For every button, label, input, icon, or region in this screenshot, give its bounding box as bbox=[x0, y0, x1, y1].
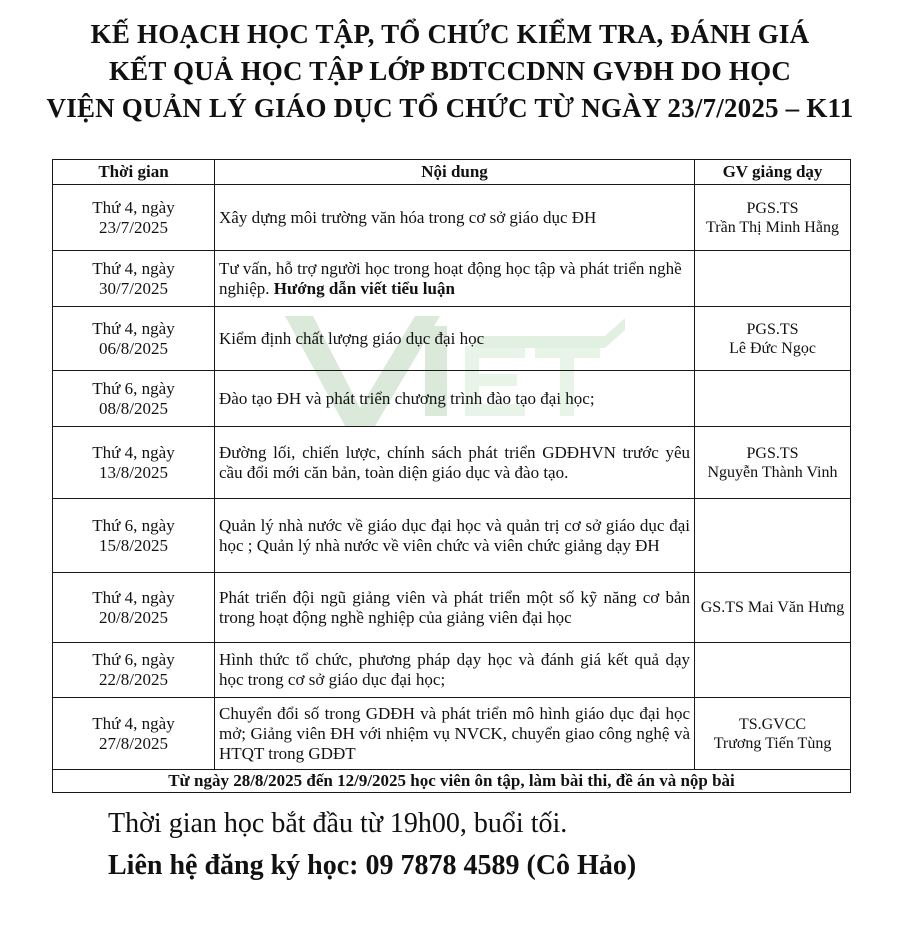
row-date: 23/7/2025 bbox=[99, 217, 168, 237]
row-teacher bbox=[695, 251, 851, 307]
teacher-name: Trần Thị Minh Hằng bbox=[706, 218, 839, 236]
header-teacher: GV giảng dạy bbox=[695, 160, 851, 185]
row-time bbox=[53, 643, 215, 698]
table-footer-note: Từ ngày 28/8/2025 đến 12/9/2025 học viên ôn tập, làm bài thi, đề án và nộp bài bbox=[53, 770, 851, 793]
contact-note: Liên hệ đăng ký học: 09 7878 4589 (Cô Hảo) bbox=[108, 850, 637, 881]
row-content: Đường lối, chiến lược, chính sách phát triển GDĐHVN trước yêu cầu đổi mới căn bản, toàn diện giáo dục và đào tạo. bbox=[215, 427, 695, 499]
row-time bbox=[53, 185, 215, 251]
table-row bbox=[53, 499, 851, 573]
title-line-3: VIỆN QUẢN LÝ GIÁO DỤC TỔ CHỨC TỪ NGÀY 23/7/2025 – K11 bbox=[46, 93, 854, 123]
header-content: Nội dung bbox=[215, 160, 695, 185]
row-content bbox=[215, 251, 695, 307]
row-content: Hình thức tổ chức, phương pháp dạy học và đánh giá kết quả dạy học trong cơ sở giáo dục đại học; bbox=[215, 643, 695, 698]
row-weekday: Thứ 6, ngày bbox=[92, 515, 175, 535]
row-time bbox=[53, 307, 215, 371]
row-time bbox=[53, 499, 215, 573]
row-weekday: Thứ 6, ngày bbox=[92, 378, 175, 398]
row-weekday: Thứ 6, ngày bbox=[92, 650, 175, 669]
row-weekday: Thứ 4, ngày bbox=[92, 442, 175, 462]
row-content: Phát triển đội ngũ giảng viên và phát triển một số kỹ năng cơ bản trong hoạt động nghề nghiệp của giảng viên đại học bbox=[215, 573, 695, 643]
teacher-title: PGS.TS bbox=[746, 199, 799, 217]
teacher-title: PGS.TS bbox=[746, 444, 799, 462]
row-teacher bbox=[695, 698, 851, 770]
teacher-title: PGS.TS bbox=[746, 320, 799, 338]
row-teacher bbox=[695, 573, 851, 643]
schedule-table bbox=[52, 159, 851, 793]
table-row bbox=[53, 643, 851, 698]
row-teacher bbox=[695, 371, 851, 427]
teacher-name: Trương Tiến Tùng bbox=[713, 734, 832, 752]
row-teacher bbox=[695, 643, 851, 698]
teacher-name: GS.TS Mai Văn Hưng bbox=[700, 599, 845, 616]
row-date: 20/8/2025 bbox=[99, 607, 168, 627]
teacher-name: Nguyễn Thành Vinh bbox=[707, 463, 838, 481]
row-date: 15/8/2025 bbox=[99, 535, 168, 555]
row-date: 06/8/2025 bbox=[99, 338, 168, 358]
table-footer-row bbox=[53, 770, 851, 793]
row-time bbox=[53, 573, 215, 643]
row-date: 27/8/2025 bbox=[99, 733, 168, 753]
row-date: 13/8/2025 bbox=[99, 462, 168, 482]
table-header-row bbox=[53, 160, 851, 185]
header-time: Thời gian bbox=[53, 160, 215, 185]
row-content: Kiểm định chất lượng giáo dục đại học bbox=[215, 307, 695, 371]
teacher-name: Lê Đức Ngọc bbox=[729, 339, 816, 357]
row-weekday: Thứ 4, ngày bbox=[92, 587, 175, 607]
table-row bbox=[53, 185, 851, 251]
table-row bbox=[53, 251, 851, 307]
row-content: Quản lý nhà nước về giáo dục đại học và quản trị cơ sở giáo dục đại học ; Quản lý nhà nước về viên chức và viên chức giảng dạy ĐH bbox=[215, 499, 695, 573]
row-weekday: Thứ 4, ngày bbox=[92, 318, 175, 338]
row-time bbox=[53, 427, 215, 499]
row-teacher bbox=[695, 499, 851, 573]
teacher-title: TS.GVCC bbox=[738, 715, 807, 733]
row-date: 30/7/2025 bbox=[99, 278, 168, 298]
row-teacher bbox=[695, 307, 851, 371]
schedule-note: Thời gian học bắt đầu từ 19h00, buổi tối. bbox=[108, 808, 568, 839]
row-weekday: Thứ 4, ngày bbox=[92, 713, 175, 733]
row-content: Đào tạo ĐH và phát triển chương trình đào tạo đại học; bbox=[215, 371, 695, 427]
row-content-text: Tư vấn, hỗ trợ người học trong hoạt động học tập và phát triển nghề nghiệp. bbox=[219, 258, 682, 298]
row-content: Xây dựng môi trường văn hóa trong cơ sở giáo dục ĐH bbox=[215, 185, 695, 251]
row-content-highlight: Hướng dẫn viết tiểu luận bbox=[273, 278, 455, 298]
row-time bbox=[53, 371, 215, 427]
row-content: Chuyển đổi số trong GDĐH và phát triển mô hình giáo dục đại học mở; Giảng viên ĐH với nhiệm vụ NVCK, chuyển giao công nghệ và HTQT trong GDĐT bbox=[215, 698, 695, 770]
table-row bbox=[53, 427, 851, 499]
row-weekday: Thứ 4, ngày bbox=[92, 258, 175, 278]
row-teacher bbox=[695, 185, 851, 251]
table-row bbox=[53, 307, 851, 371]
document-title bbox=[0, 16, 900, 127]
row-date: 08/8/2025 bbox=[99, 398, 168, 418]
table-row bbox=[53, 698, 851, 770]
row-weekday: Thứ 4, ngày bbox=[92, 197, 175, 217]
row-teacher bbox=[695, 427, 851, 499]
row-date: 22/8/2025 bbox=[99, 670, 168, 689]
table-row bbox=[53, 573, 851, 643]
row-time bbox=[53, 251, 215, 307]
row-time bbox=[53, 698, 215, 770]
table-row bbox=[53, 371, 851, 427]
title-line-1: KẾ HOẠCH HỌC TẬP, TỔ CHỨC KIỂM TRA, ĐÁNH GIÁ bbox=[90, 19, 810, 49]
title-line-2: KẾT QUẢ HỌC TẬP LỚP BDTCCDNN GVĐH DO HỌC bbox=[108, 56, 792, 86]
